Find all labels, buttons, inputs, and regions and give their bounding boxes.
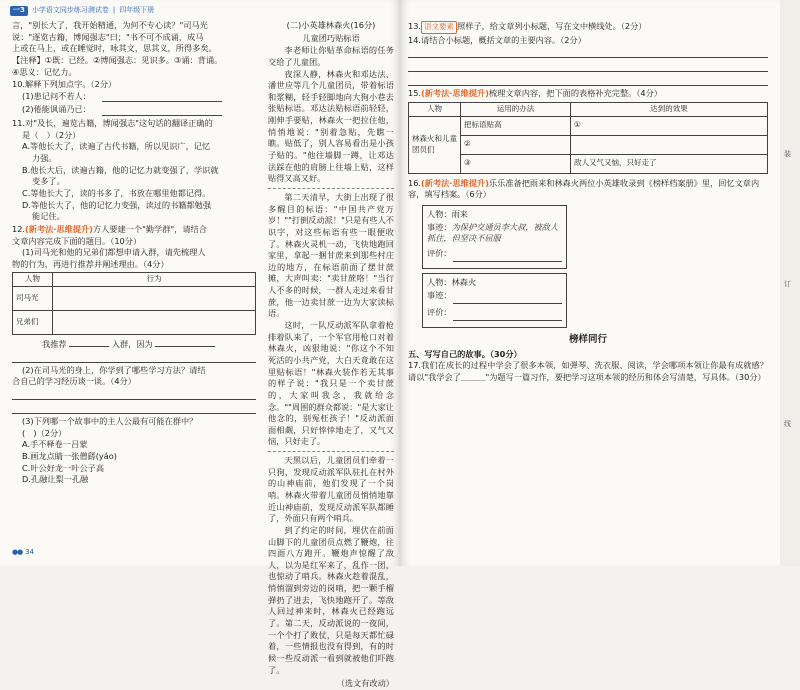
binding-label-1: 装 bbox=[784, 150, 791, 158]
question-12-2b: 合自己的学习经历谈一谈。（4分） bbox=[12, 376, 136, 387]
question-10: 10.解释下列加点字。（2分） bbox=[12, 79, 117, 90]
heading-blank-2[interactable] bbox=[268, 451, 394, 452]
table-row-label-2: 兄弟们 bbox=[13, 311, 53, 335]
reason-blank[interactable] bbox=[155, 338, 215, 347]
t15-header-method: 运用的办法 bbox=[461, 102, 571, 116]
option-11-a2: 力强。 bbox=[32, 153, 57, 164]
intro-line-3: 上或在马上，或在睡觉时，咏其文，思其义，所得多矣。 bbox=[12, 43, 217, 54]
page-dots-icon: ●● bbox=[12, 548, 23, 557]
question-12-3: (3)下列哪一个故事中的主人公最有可能在群中？ bbox=[22, 416, 198, 427]
annotation-note-2: ④思义：记忆力。 bbox=[12, 66, 77, 77]
right-page bbox=[400, 0, 800, 566]
question-16-text: 乐乐准备把雨来和林森火两位小英雄收录到《榜样档案册》里，回忆文章内容，填写档案。（6分） bbox=[408, 177, 760, 200]
question-13-num: 13. bbox=[408, 21, 422, 31]
t15-effect-3: 敌人又气又恼，只好走了 bbox=[571, 154, 768, 173]
archive-card-2 bbox=[422, 273, 567, 328]
card1-eval: 评价： bbox=[427, 248, 452, 259]
binding-label-3: 线 bbox=[784, 420, 791, 428]
table-row-label-1: 司马光 bbox=[13, 287, 53, 311]
answer-blank-14c[interactable] bbox=[408, 74, 768, 86]
table-header-behavior: 行为 bbox=[53, 273, 256, 287]
t15-method-2[interactable]: ② bbox=[461, 135, 571, 154]
right-column bbox=[408, 20, 768, 384]
article-paragraph-2: 夜深人静，林森火和邓达法、潘世应等几个儿童团员，带着标语和浆糊，轻手轻脚地向大狗小巷去张贴标语。邓达法贴标语前轻轻，刚伸手要贴，林森火一把拉住他，悄悄地说："别着急贴，先瞧一瞧。贴低了，别人容易看出是小孩子贴的。"他往墙脚一蹲，让邓达法踩在他的肩膀上往墙上贴，这样贴得又高又好。 bbox=[268, 68, 394, 184]
article-paragraph-5: 天黑以后，儿童团员们牵着一只狗，发现反动派军队驻扎在村外的山神庙前，他们发现了一个岗哨。林森火带着儿童团员悄悄地靠近山神庙前，发现反动派军队都睡了，外面只有两个哨兵。 bbox=[268, 455, 394, 524]
option-11-d: D.等他长大了，他的记忆力变强，读过的书籍都勉强 bbox=[22, 199, 212, 210]
option-12-3-c: C.叶公好龙一叶公子高 bbox=[22, 462, 105, 473]
question-13 bbox=[408, 21, 768, 34]
card1-deed-label: 事迹： bbox=[427, 221, 452, 232]
recommend-blank[interactable] bbox=[69, 338, 109, 347]
card1-deed bbox=[427, 222, 562, 245]
question-12-1b: 物的行为，再进行推荐并阐述理由。（4分） bbox=[12, 258, 169, 269]
t15-effect-1[interactable]: ① bbox=[571, 116, 768, 135]
question-15: 15.(新考法·思维提升)梳理文章内容，把下面的表格补充完整。（4分） bbox=[408, 88, 663, 99]
section-title: (二)小英雄林森火(16分) bbox=[286, 20, 376, 30]
annotation-note: 【注释】①既：已经。②博闻强志：见识多。③诵：背诵。 bbox=[12, 54, 223, 65]
header-title: 小学语文同步练习测试卷 bbox=[31, 6, 109, 14]
card2-person: 人物：林森火 bbox=[427, 277, 477, 288]
table-cell-answer-1[interactable] bbox=[53, 287, 256, 311]
question-16: 16.(新考法·思维提升)乐乐准备把雨来和林森火两位小英雄收录到《榜样档案册》里，回忆文章内容，填写档案。（6分） bbox=[408, 177, 760, 200]
question-17: 17.我们在成长的过程中学会了很多本领，如弹琴、洗衣服、阅读，学会哪项本领让你最有成就感？请以"我学会了＿＿＿"为题写一篇习作，要把学习这项本领的经历和体会写清楚，写具体。（30分） bbox=[408, 360, 768, 382]
archive-card-1 bbox=[422, 205, 567, 269]
article-paragraph-4: 这时，一队反动派军队拿着枪排着队来了，一个军官用枪口对着林森火，凶狠地说："你这个不知死活的小共产党，大白天竟敢在这里贴标语！"林森火装作若无其事的样子说："我只是一个卖甘蔗的，大家叫我念，我就给念念。""周围的群众都说："是大家让他念的，别冤枉孩子！"反动派面面相觑，只好悻悻地走了，又气又恼，只好走了。 bbox=[268, 320, 394, 447]
question-11b: 是（ ）（2分） bbox=[22, 129, 81, 140]
answer-blank-10a[interactable] bbox=[102, 90, 222, 102]
option-11-b: B.他长大后，读遍古籍，他的记忆力就变强了，学识就 bbox=[22, 164, 219, 175]
table-header-person: 人物 bbox=[13, 273, 53, 287]
section-heading-bangyang: 榜样同行 bbox=[568, 334, 607, 346]
intro-line-2: 说："逐览古籍，博闻强志"曰；"书不可不成诵，成马 bbox=[12, 31, 204, 42]
page-number-text: 34 bbox=[25, 548, 35, 557]
article-title: 儿童团巧贴标语 bbox=[302, 32, 360, 43]
recommend-line bbox=[12, 338, 256, 351]
question-12-text: 方人要建一个"勤学群"，请结合 bbox=[92, 223, 207, 234]
section-5-title: 五、写写自己的故事。（30分） bbox=[408, 348, 522, 359]
question-13-tag: 语文要素 bbox=[421, 21, 457, 34]
header-badge: 一3 bbox=[10, 6, 28, 16]
left-column-1 bbox=[12, 20, 256, 486]
question-16-tag: (新考法·思维提升) bbox=[421, 177, 489, 188]
article-paragraph-3: 第二天清早，大街上出现了很多醒目的标语："中国共产党万岁！""打倒反动派！"只是有些人不识字，对这些标语有些一眼便收了。林森火灵机一动，飞快地跑回家里，拿起一捆甘蔗来到那些村庄边的地方，在标语前面了摆甘蔗摊，大声叫卖："卖甘蔗咯！"当行人不多的时候，一群人走过来看甘蔗，他一边卖甘蔗一边为大家读标语。 bbox=[268, 191, 394, 319]
t15-header-person: 人物 bbox=[409, 102, 461, 116]
option-11-a: A.等他长大了，读遍了古代书籍，所以见识广，记忆 bbox=[22, 141, 211, 152]
behavior-table bbox=[12, 272, 256, 335]
question-15-text: 梳理文章内容，把下面的表格补充完整。（4分） bbox=[488, 88, 663, 99]
t15-effect-2[interactable] bbox=[571, 135, 768, 154]
card1-person: 人物：雨来 bbox=[427, 208, 468, 219]
header-separator: | bbox=[112, 6, 116, 14]
t15-header-effect: 达到的效果 bbox=[571, 102, 768, 116]
question-12-1: (1)司马光和他的兄弟们都想申请入群，请先梳理人 bbox=[22, 247, 206, 258]
option-11-b2: 变多了。 bbox=[32, 176, 65, 187]
heading-blank-1[interactable] bbox=[268, 188, 394, 189]
binding-label-2: 订 bbox=[784, 280, 791, 288]
card1-deed-text: 为保护交通员李大叔，被敌人抓住，但坚决不屈服 bbox=[427, 221, 559, 244]
answer-blank-10b[interactable] bbox=[102, 104, 222, 116]
article-source: （选文有改动） bbox=[336, 678, 394, 689]
question-12-tag: (新考法·思维提升) bbox=[25, 223, 93, 234]
page-number bbox=[12, 548, 34, 558]
strategy-table bbox=[408, 102, 768, 174]
card2-eval: 评价： bbox=[427, 307, 452, 318]
question-12-3b: ( )（2分） bbox=[22, 427, 67, 438]
article-paragraph-1: 李老师让你贴革命标语的任务交给了儿童团。 bbox=[268, 45, 394, 67]
header-grade: 四年级下册 bbox=[119, 6, 155, 14]
option-11-d2: 能记住。 bbox=[32, 211, 65, 222]
table-cell-answer-2[interactable] bbox=[53, 311, 256, 335]
question-14: 14.请结合小标题，概括文章的主要内容。（2分） bbox=[408, 34, 586, 45]
t15-method-1: 把标语贴高 bbox=[461, 116, 571, 135]
option-12-3-b: B.画龙点睛一张僧繇(yáo) bbox=[22, 450, 117, 461]
option-12-3-d: D.孔融让梨一孔融 bbox=[22, 474, 89, 485]
reason-blank-line[interactable] bbox=[12, 351, 256, 363]
question-10a: (1)患记问不若人： bbox=[22, 90, 91, 101]
card2-deed-blank[interactable] bbox=[453, 293, 562, 304]
left-column-2 bbox=[268, 20, 394, 690]
recommend-label: 我推荐 bbox=[42, 339, 67, 350]
option-12-3-a: A.手不释卷一吕蒙 bbox=[22, 439, 88, 450]
question-15-tag: (新考法·思维提升) bbox=[421, 88, 489, 99]
card2-eval-blank[interactable] bbox=[453, 310, 562, 321]
answer-blank-12-2b[interactable] bbox=[12, 402, 256, 414]
question-13-text: 照样子，给文章列小标题，写在文中横线处。（2分） bbox=[457, 21, 647, 31]
question-12b: 文章内容完成下面的题目。（10分） bbox=[12, 235, 142, 246]
answer-blank-14b[interactable] bbox=[408, 60, 768, 72]
question-12: 12.(新考法·思维提升)方人要建一个"勤学群"，请结合 bbox=[12, 223, 207, 234]
question-11: 11.对"及长，遍览古籍，博闻强志"这句话的翻译正确的 bbox=[12, 118, 213, 129]
answer-blank-14a[interactable] bbox=[408, 46, 768, 58]
question-10b: (2)倦能讽诵乃已： bbox=[22, 104, 91, 115]
question-12-2: (2)在司马光的身上，你学到了哪些学习方法？请结 bbox=[22, 364, 206, 375]
recommend-label-2: 入群，因为 bbox=[111, 339, 153, 350]
article-paragraph-6: 到了约定的时间，埋伏在前面山脚下的儿童团员点燃了鞭炮，往四面八方跑开。鞭炮声惊醒了敌人，以为是红军来了，乱作一团，也惊动了哨兵。林森火趁着混乱，悄悄溜到旁边的岗哨，把一颗手榴弹扔了进去，飞快地跑开了。等敌人回过神来时，林森火已经跑远了。第二天，反动派说的一夜间，一个个打了败仗，只是每天都忙碌着，一些情报也没有得到，有的时候一些反动派一看到就被他们吓跑了。 bbox=[268, 524, 394, 675]
t15-person-cell: 林森火和儿童团员们 bbox=[409, 116, 461, 173]
intro-line-1: 言，"别长大了，我开始精通，为何不专心读？"司马光 bbox=[12, 20, 208, 30]
left-page bbox=[0, 0, 400, 689]
t15-method-3[interactable]: ③ bbox=[461, 154, 571, 173]
card1-eval-blank[interactable] bbox=[453, 251, 562, 262]
card2-deed: 事迹： bbox=[427, 290, 452, 301]
answer-blank-12-2a[interactable] bbox=[12, 388, 256, 400]
option-11-c: C.等他长大了，读的书多了，书放在哪里他都记得。 bbox=[22, 187, 211, 198]
page-header bbox=[10, 6, 154, 16]
